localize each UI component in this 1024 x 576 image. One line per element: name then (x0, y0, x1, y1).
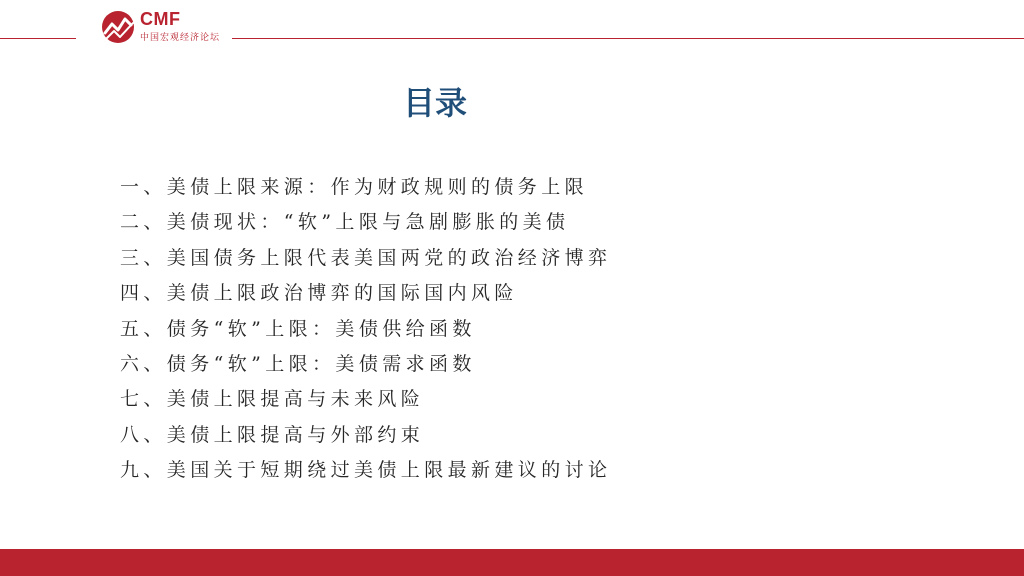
table-of-contents (120, 170, 611, 489)
toc-item-6: 六、债务“软”上限：美债需求函数 (120, 353, 476, 376)
toc-item-7: 七、美债上限提高与未来风险 (120, 388, 425, 411)
cmf-logo (100, 8, 230, 46)
header-rule-right (232, 38, 1024, 39)
toc-item-4: 四、美债上限政治博弈的国际国内风险 (120, 282, 518, 305)
header-rule-left (0, 38, 76, 39)
toc-item-5: 五、债务“软”上限：美债供给函数 (120, 317, 476, 340)
logo-text: CMF (140, 9, 181, 29)
page-title: 目录 (402, 84, 467, 122)
logo-subtext: 中国宏观经济论坛 (140, 32, 221, 42)
cmf-logo-icon (100, 9, 136, 45)
toc-item-2: 二、美债现状：“软”上限与急剧膨胀的美债 (120, 211, 570, 234)
toc-item-8: 八、美债上限提高与外部约束 (120, 423, 425, 446)
toc-item-9: 九、美国关于短期绕过美债上限最新建议的讨论 (120, 459, 612, 482)
footer-bar (0, 549, 1024, 576)
toc-item-1: 一、美债上限来源：作为财政规则的债务上限 (120, 176, 589, 198)
toc-item-3: 三、美国债务上限代表美国两党的政治经济博弈 (120, 246, 612, 269)
